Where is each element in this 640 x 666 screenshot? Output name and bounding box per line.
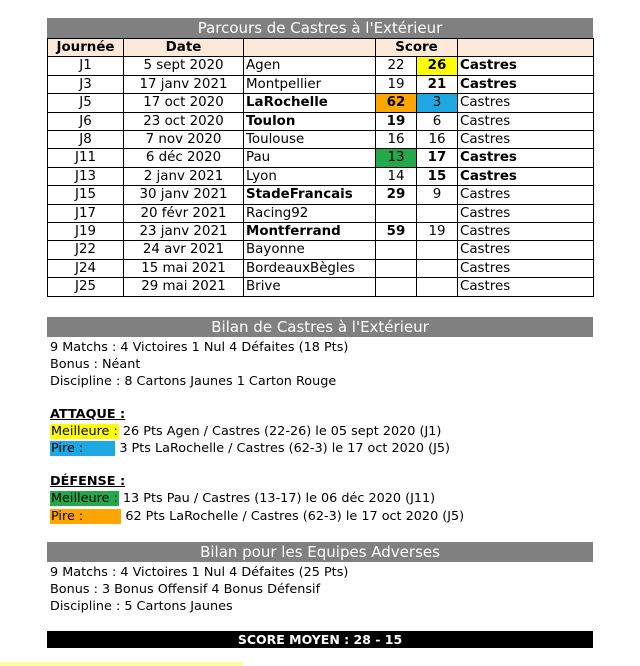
cell-score-home	[376, 259, 417, 277]
cell-date: 24 avr 2021	[124, 241, 244, 259]
defense-meilleure-label: Meilleure :	[51, 491, 118, 506]
cell-home-team: Montpellier	[244, 75, 376, 93]
attaque-meilleure	[50, 424, 441, 440]
cell-home-team: LaRochelle	[244, 94, 376, 112]
cell-home-team: Racing92	[244, 204, 376, 222]
cell-home-team: StadeFrancais	[244, 186, 376, 204]
cell-score-away: 15	[417, 167, 458, 185]
cell-score-home: 19	[376, 112, 417, 130]
cell-journee: J8	[48, 131, 124, 149]
table-row	[48, 75, 594, 93]
table-row	[48, 112, 594, 130]
cell-away-team: Castres	[458, 186, 594, 204]
header-blank	[458, 39, 594, 57]
table-row	[48, 167, 594, 185]
table-row	[48, 57, 594, 75]
cell-home-team: Brive	[244, 278, 376, 296]
cell-date: 6 déc 2020	[124, 149, 244, 167]
bilan-castres-discipline: Discipline : 8 Cartons Jaunes 1 Carton Rouge	[50, 374, 337, 389]
cell-away-team: Castres	[458, 167, 594, 185]
table-row	[48, 186, 594, 204]
cell-journee: J11	[48, 149, 124, 167]
header-blank	[244, 39, 376, 57]
cell-date: 20 févr 2021	[124, 204, 244, 222]
attaque-meilleure-text: 26 Pts Agen / Castres (22-26) le 05 sept 2020 (J1)	[122, 424, 442, 439]
cell-score-away	[417, 204, 458, 222]
cell-date: 17 janv 2021	[124, 75, 244, 93]
table-row	[48, 204, 594, 222]
cell-journee: J6	[48, 112, 124, 130]
cell-away-team: Castres	[458, 131, 594, 149]
attaque-meilleure-label: Meilleure :	[51, 424, 118, 439]
defense-meilleure-text: 13 Pts Pau / Castres (13-17) le 06 déc 2020 (J11)	[122, 491, 436, 506]
defense-title: DÉFENSE :	[50, 474, 126, 489]
table-row	[48, 223, 594, 241]
cell-date: 30 janv 2021	[124, 186, 244, 204]
bilan-castres-title: Bilan de Castres à l'Extérieur	[47, 317, 593, 337]
cell-score-home: 19	[376, 75, 417, 93]
cell-score-home	[376, 241, 417, 259]
cell-journee: J1	[48, 57, 124, 75]
cell-home-team: BordeauxBègles	[244, 259, 376, 277]
cell-score-away	[417, 259, 458, 277]
cell-date: 7 nov 2020	[124, 131, 244, 149]
cell-journee: J15	[48, 186, 124, 204]
bilan-adverses-discipline: Discipline : 5 Cartons Jaunes	[50, 599, 233, 614]
cell-date: 23 janv 2021	[124, 223, 244, 241]
parcours-title: Parcours de Castres à l'Extérieur	[47, 18, 593, 38]
defense-pire	[50, 509, 464, 525]
bilan-castres-bonus: Bonus : Néant	[50, 357, 141, 372]
cell-journee: J17	[48, 204, 124, 222]
cell-away-team: Castres	[458, 94, 594, 112]
bilan-adverses-matchs: 9 Matchs : 4 Victoires 1 Nul 4 Défaites (25 Pts)	[50, 565, 349, 580]
cell-date: 2 janv 2021	[124, 167, 244, 185]
cell-score-home: 14	[376, 167, 417, 185]
cell-away-team: Castres	[458, 149, 594, 167]
cell-score-home: 22	[376, 57, 417, 75]
cell-home-team: Toulon	[244, 112, 376, 130]
cell-score-away: 19	[417, 223, 458, 241]
cell-away-team: Castres	[458, 278, 594, 296]
cell-away-team: Castres	[458, 204, 594, 222]
table-row	[48, 94, 594, 112]
cell-score-away: 26	[417, 57, 458, 75]
defense-pire-label: Pire :	[50, 509, 121, 524]
attaque-title: ATTAQUE :	[50, 407, 126, 422]
defense-meilleure	[50, 491, 435, 507]
cell-score-away: 6	[417, 112, 458, 130]
bilan-adverses-bonus: Bonus : 3 Bonus Offensif 4 Bonus Défensif	[50, 582, 321, 597]
cell-away-team: Castres	[458, 75, 594, 93]
table-row	[48, 241, 594, 259]
results-body	[48, 57, 594, 296]
cell-away-team: Castres	[458, 57, 594, 75]
cell-journee: J19	[48, 223, 124, 241]
table-row	[48, 149, 594, 167]
cell-score-away: 16	[417, 131, 458, 149]
table-row	[48, 131, 594, 149]
cell-away-team: Castres	[458, 112, 594, 130]
attaque-pire	[50, 441, 450, 457]
cell-score-home: 16	[376, 131, 417, 149]
cell-away-team: Castres	[458, 223, 594, 241]
table-row	[48, 278, 594, 296]
cell-score-away	[417, 241, 458, 259]
cell-home-team: Lyon	[244, 167, 376, 185]
cell-score-away	[417, 278, 458, 296]
header-journee: Journée	[48, 39, 124, 57]
cell-score-away: 3	[417, 94, 458, 112]
cell-home-team: Pau	[244, 149, 376, 167]
cell-score-home: 13	[376, 149, 417, 167]
header-score: Score	[376, 39, 458, 57]
cell-score-away: 17	[417, 149, 458, 167]
cell-journee: J25	[48, 278, 124, 296]
defense-pire-text: 62 Pts LaRochelle / Castres (62-3) le 17 oct 2020 (J5)	[125, 509, 465, 524]
attaque-pire-text: 3 Pts LaRochelle / Castres (62-3) le 17 oct 2020 (J5)	[119, 441, 451, 456]
cell-journee: J13	[48, 167, 124, 185]
cell-date: 5 sept 2020	[124, 57, 244, 75]
cell-away-team: Castres	[458, 241, 594, 259]
cell-home-team: Toulouse	[244, 131, 376, 149]
cell-score-home	[376, 278, 417, 296]
results-panel	[47, 18, 593, 297]
table-header-row	[48, 39, 594, 57]
cell-date: 29 mai 2021	[124, 278, 244, 296]
table-row	[48, 259, 594, 277]
cell-journee: J22	[48, 241, 124, 259]
cell-score-home: 62	[376, 94, 417, 112]
cell-home-team: Agen	[244, 57, 376, 75]
cell-score-home	[376, 204, 417, 222]
attaque-pire-label: Pire :	[50, 441, 115, 456]
cell-home-team: Bayonne	[244, 241, 376, 259]
cell-journee: J24	[48, 259, 124, 277]
cell-away-team: Castres	[458, 259, 594, 277]
score-moyen: SCORE MOYEN : 28 - 15	[47, 631, 593, 648]
cell-date: 17 oct 2020	[124, 94, 244, 112]
bilan-castres-matchs: 9 Matchs : 4 Victoires 1 Nul 4 Défaites (18 Pts)	[50, 340, 349, 355]
bilan-adverses-title: Bilan pour les Equipes Adverses	[47, 542, 593, 562]
cell-home-team: Montferrand	[244, 223, 376, 241]
cell-score-home: 29	[376, 186, 417, 204]
cell-score-home: 59	[376, 223, 417, 241]
cell-date: 23 oct 2020	[124, 112, 244, 130]
cell-journee: J3	[48, 75, 124, 93]
header-date: Date	[124, 39, 244, 57]
decorative-strip	[0, 662, 243, 666]
cell-journee: J5	[48, 94, 124, 112]
cell-score-away: 9	[417, 186, 458, 204]
cell-score-away: 21	[417, 75, 458, 93]
results-table	[47, 38, 594, 297]
cell-date: 15 mai 2021	[124, 259, 244, 277]
